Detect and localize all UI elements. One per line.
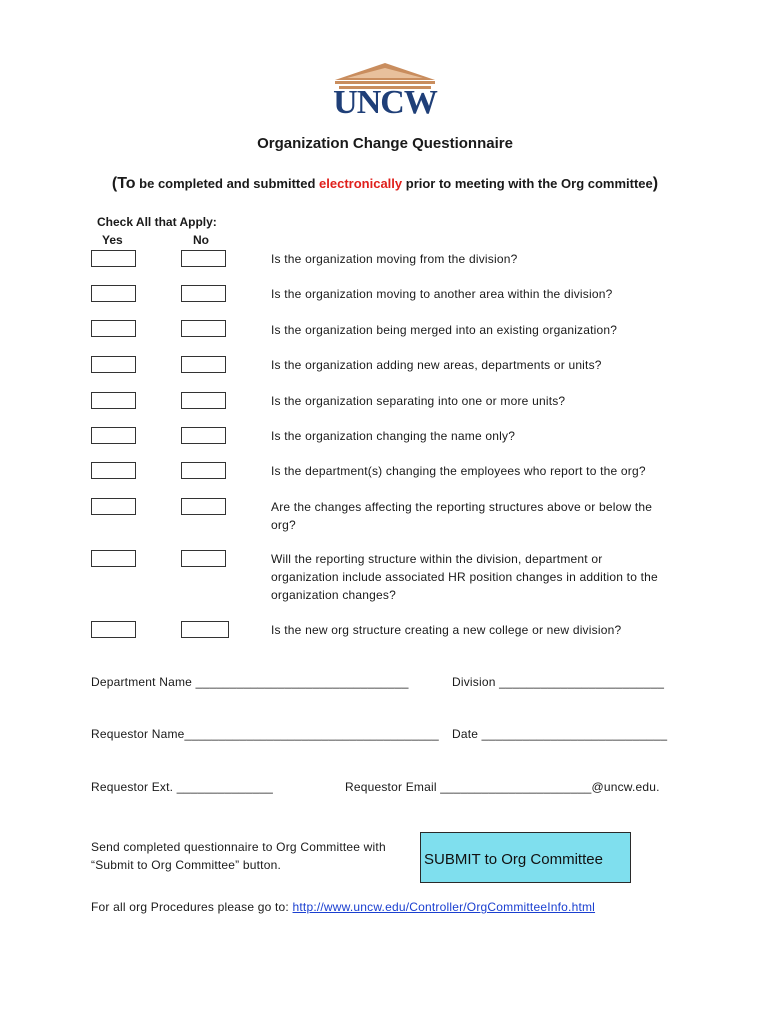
requestor-ext-field[interactable]: Requestor Ext. ______________ [91, 780, 273, 794]
subtitle-to: To [117, 175, 136, 192]
page-title: Organization Change Questionnaire [257, 135, 513, 152]
division-field[interactable]: Division ________________________ [452, 675, 665, 689]
procedures-text: For all org Procedures please go to: [91, 900, 293, 914]
question-text: Is the organization moving from the division? [271, 252, 518, 266]
question-text: Is the organization changing the name only? [271, 429, 516, 443]
subtitle-highlight: electronically [319, 176, 403, 191]
question-text: Are the changes affecting the reporting structures above or below the org? [271, 500, 653, 532]
procedures-line [91, 900, 595, 914]
yes-checkbox[interactable] [91, 498, 136, 515]
logo-text: UNCW [333, 84, 437, 121]
yes-checkbox[interactable] [91, 427, 136, 444]
subtitle-part2: prior to meeting with the Org committee [402, 176, 653, 191]
checklist-heading: Check All that Apply: [97, 215, 217, 229]
yes-checkbox[interactable] [91, 392, 136, 409]
procedures-link[interactable]: http://www.uncw.edu/Controller/OrgCommitteeInfo.html [292, 900, 596, 914]
question-text: Is the department(s) changing the employees who report to the org? [271, 464, 646, 478]
question-text: Is the organization separating into one or more units? [271, 394, 566, 408]
yes-checkbox[interactable] [91, 550, 136, 567]
submit-instructions: Send completed questionnaire to Org Committee with “Submit to Org Committee” button. [91, 840, 386, 872]
page-subtitle [0, 175, 770, 193]
no-checkbox[interactable] [181, 356, 226, 373]
yes-checkbox[interactable] [91, 621, 136, 638]
subtitle-close-paren: ) [652, 175, 659, 192]
no-checkbox[interactable] [181, 320, 226, 337]
subtitle-open-paren: ( [111, 175, 118, 192]
question-text: Will the reporting structure within the division, department or organization include associated HR position changes in addition to the organization changes? [271, 552, 658, 602]
department-name-field[interactable]: Department Name _______________________________ [91, 675, 409, 689]
no-checkbox[interactable] [181, 462, 226, 479]
yes-column-label: Yes [102, 233, 123, 247]
requestor-name-field[interactable]: Requestor Name_____________________________________ [91, 727, 439, 741]
no-checkbox[interactable] [181, 498, 226, 515]
yes-checkbox[interactable] [91, 285, 136, 302]
question-text: Is the organization being merged into an existing organization? [271, 323, 618, 337]
yes-checkbox[interactable] [91, 462, 136, 479]
uncw-logo [333, 62, 437, 124]
submit-button[interactable]: SUBMIT to Org Committee [420, 832, 631, 883]
no-checkbox[interactable] [181, 550, 226, 567]
subtitle-part1: be completed and submitted [135, 176, 320, 191]
no-checkbox[interactable] [181, 250, 226, 267]
yes-checkbox[interactable] [91, 356, 136, 373]
no-checkbox[interactable] [181, 392, 226, 409]
yes-checkbox[interactable] [91, 320, 136, 337]
no-checkbox[interactable] [181, 427, 226, 444]
no-checkbox[interactable] [181, 285, 226, 302]
question-text: Is the new org structure creating a new college or new division? [271, 623, 622, 637]
no-column-label: No [193, 233, 209, 247]
question-text: Is the organization adding new areas, departments or units? [271, 358, 602, 372]
requestor-email-field[interactable]: Requestor Email ______________________@uncw.edu. [345, 780, 660, 794]
no-checkbox[interactable] [181, 621, 229, 638]
date-field[interactable]: Date ___________________________ [452, 727, 668, 741]
yes-checkbox[interactable] [91, 250, 136, 267]
question-text: Is the organization moving to another area within the division? [271, 287, 613, 301]
